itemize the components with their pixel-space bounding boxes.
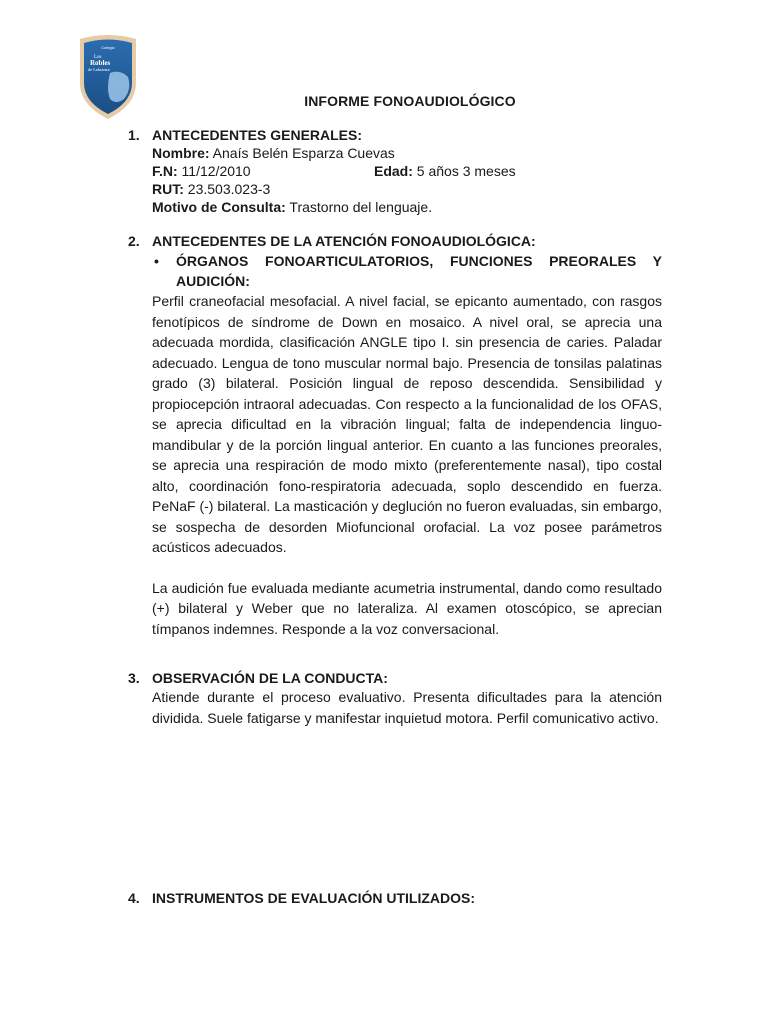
section-title: ANTECEDENTES DE LA ATENCIÓN FONOAUDIOLÓGICA: bbox=[152, 233, 536, 249]
rut-value: 23.503.023-3 bbox=[183, 181, 271, 197]
section-antecedentes-atencion bbox=[128, 232, 662, 639]
section-heading bbox=[128, 126, 662, 144]
motivo-row bbox=[152, 198, 662, 216]
paragraph-conducta: Atiende durante el proceso evaluativo. Presenta dificultades para la atención dividida. Suele fatigarse y manifestar inquietud motora. Perfil comunicativo activo. bbox=[152, 689, 662, 726]
bullet-heading: ÓRGANOS FONOARTICULATORIOS, FUNCIONES PREORALES Y AUDICIÓN: bbox=[176, 253, 662, 289]
nombre-row bbox=[152, 144, 662, 162]
logo-name-line2: Robles bbox=[90, 59, 111, 67]
rut-label: RUT: bbox=[152, 181, 184, 197]
section-title: OBSERVACIÓN DE LA CONDUCTA: bbox=[152, 670, 388, 686]
section-number: 3. bbox=[128, 670, 140, 686]
fn-edad-row bbox=[152, 162, 662, 180]
edad-value: 5 años 3 meses bbox=[412, 163, 516, 179]
motivo-label: Motivo de Consulta: bbox=[152, 199, 286, 215]
rut-row bbox=[152, 180, 662, 198]
paragraph-organos: Perfil craneofacial mesofacial. A nivel facial, se epicanto aumentado, con rasgos fenotípicos de síndrome de Down en mosaico. A nivel oral, se aprecia una adecuada mordida, clasificación ANGLE tipo I. sin presencia de caries. Paladar adecuado. Lengua de tono muscular normal bajo. Presencia de tonsilas palatinas grado (3) bilateral. Posición lingual de reposo descendida. Sensibilidad y propiocepción intraoral adecuadas. Con respecto a la funcionalidad de los OFAS, se aprecia dificultad en la vibración lingual; falta de independencia linguo-mandibular y de la porción lingual anterior. En cuanto a las funciones preorales, se aprecia una respiración de modo mixto (preferentemente nasal), tipo costal alto, coordinación fono-respiratoria adecuada, soplo descendido en fuerza. PeNaF (-) bilateral. La masticación y deglución no fueron evaluadas, sin embargo, se sospecha de desorden Miofuncional orofacial. La voz posee parámetros acústicos adecuados. bbox=[152, 293, 662, 555]
bullet-item bbox=[152, 251, 662, 291]
edad-label: Edad: bbox=[374, 163, 413, 179]
section-heading bbox=[128, 232, 662, 250]
section-antecedentes-generales bbox=[128, 126, 662, 216]
motivo-value: Trastorno del lenguaje. bbox=[285, 199, 433, 215]
section-number: 4. bbox=[128, 890, 140, 906]
section-number: 1. bbox=[128, 127, 140, 143]
bullet-icon: • bbox=[154, 253, 159, 269]
logo-name-line1: Los bbox=[94, 55, 102, 60]
section-heading bbox=[128, 889, 662, 907]
section-heading bbox=[128, 669, 662, 687]
nombre-value: Anaís Belén Esparza Cuevas bbox=[209, 145, 395, 161]
section-instrumentos bbox=[128, 889, 662, 907]
section-title: ANTECEDENTES GENERALES: bbox=[152, 127, 363, 143]
section-number: 2. bbox=[128, 233, 140, 249]
logo-name-line3: de Labranza bbox=[88, 67, 110, 72]
fn-label: F.N: bbox=[152, 163, 178, 179]
paragraph-audicion: La audición fue evaluada mediante acumetria instrumental, dando como resultado (+) bilateral y Weber que no lateraliza. Al examen otoscópico, se aprecian tímpanos indemnes. Responde a la voz conversacional. bbox=[152, 579, 662, 637]
section-observacion-conducta bbox=[128, 669, 662, 728]
report-title: INFORME FONOAUDIOLÓGICO bbox=[304, 93, 516, 109]
logo-top-text: Colegio bbox=[101, 45, 115, 50]
section-title: INSTRUMENTOS DE EVALUACIÓN UTILIZADOS: bbox=[152, 890, 476, 906]
nombre-label: Nombre: bbox=[152, 145, 210, 161]
fn-value: 11/12/2010 bbox=[177, 163, 251, 179]
